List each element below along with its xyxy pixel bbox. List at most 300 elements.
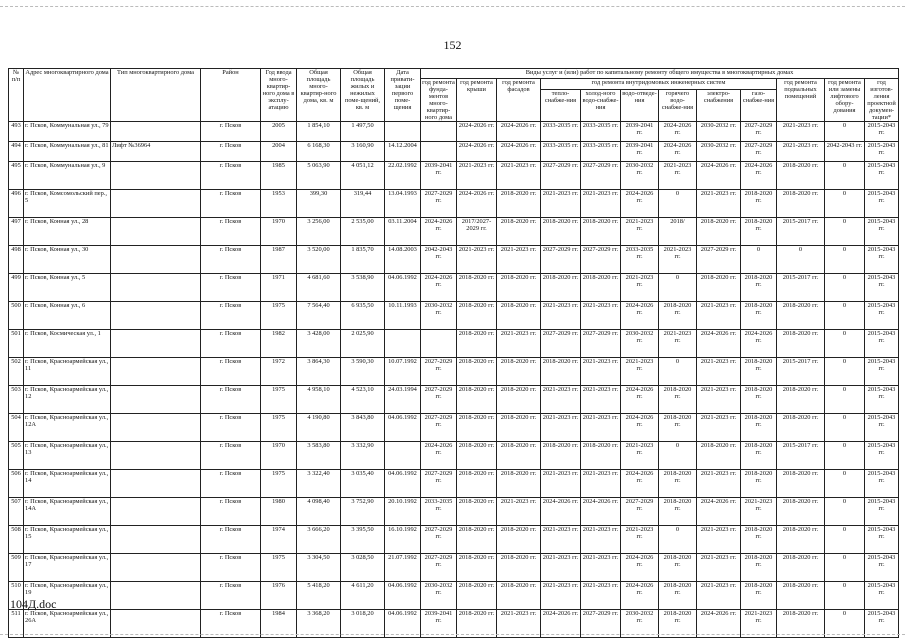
cell-address: г. Псков, Конная ул., 28 [24,218,111,246]
cell-year: 1970 [261,218,297,246]
cell-district: г. Псков [201,190,261,218]
cell-drain: 2039-2041 гг. [621,142,659,162]
cell-base: 2015-2017 гг. [777,358,825,386]
cell-address: г. Псков, Красноармейская ул., 19 [24,582,111,610]
cell-proj: 2015-2043 гг. [865,582,899,610]
table-row [9,246,899,274]
cell-found: 2027-2029 гг. [421,190,457,218]
cell-num: 500 [9,302,24,330]
cell-elec: 2021-2023 гг. [697,582,741,610]
table-row [9,498,899,526]
cell-gas: 2024-2026 гг. [741,162,777,190]
cell-num: 506 [9,470,24,498]
cell-total: 3 583,80 [297,442,341,470]
cell-lift: 0 [825,414,865,442]
cell-facade: 2018-2020 гг. [497,526,541,554]
cell-num: 499 [9,274,24,302]
cell-roof: 2021-2023 гг. [457,162,497,190]
cell-district: г. Псков [201,414,261,442]
footer-filename: 104Д.doc [10,597,57,611]
cell-found: 2024-2026 гг. [421,218,457,246]
cell-year: 1972 [261,358,297,386]
cell-lift: 0 [825,122,865,142]
cell-drain: 2021-2023 гг. [621,526,659,554]
cell-drain: 2024-2026 гг. [621,302,659,330]
cell-gas: 2018-2020 гг. [741,358,777,386]
cell-date [385,330,421,358]
cell-elec: 2021-2023 гг. [697,526,741,554]
cell-cold: 2021-2023 гг. [581,302,621,330]
cell-gas: 2018-2020 гг. [741,218,777,246]
cell-roof: 2024-2026 гг. [457,142,497,162]
cell-hot: 0 [659,526,697,554]
cell-heat: 2021-2023 гг. [541,470,581,498]
cell-cold: 2033-2035 гг. [581,122,621,142]
cell-district: г. Псков [201,526,261,554]
cell-roof: 2024-2026 гг. [457,122,497,142]
cell-district: г. Псков [201,302,261,330]
cell-num: 508 [9,526,24,554]
cell-hot: 2018-2020 гг. [659,470,697,498]
cell-found: 2027-2029 гг. [421,470,457,498]
cell-roof: 2018-2020 гг. [457,442,497,470]
cell-elec: 2021-2023 гг. [697,190,741,218]
cell-year: 1974 [261,526,297,554]
cell-facade: 2018-2020 гг. [497,190,541,218]
cell-total: 3 666,20 [297,526,341,554]
cell-hot: 2018-2020 гг. [659,414,697,442]
cell-proj: 2015-2043 гг. [865,122,899,142]
cell-type [111,274,201,302]
cell-gas: 2018-2020 гг. [741,526,777,554]
cell-elec: 2021-2023 гг. [697,302,741,330]
cell-gas: 2024-2026 гг. [741,330,777,358]
cell-hot: 0 [659,274,697,302]
cell-roof: 2018-2020 гг. [457,554,497,582]
cell-proj: 2015-2043 гг. [865,302,899,330]
cell-total: 4 098,40 [297,498,341,526]
cell-date: 03.11.2004 [385,218,421,246]
cell-elec: 2018-2020 гг. [697,274,741,302]
cell-district: г. Псков [201,218,261,246]
cell-found: 2027-2029 гг. [421,414,457,442]
cell-hot: 2018/ [659,218,697,246]
cell-elec: 2021-2023 гг. [697,470,741,498]
cell-drain: 2024-2026 гг. [621,470,659,498]
cell-address: г. Псков, Красноармейская ул., 12 [24,386,111,414]
cell-year: 1980 [261,498,297,526]
cell-base: 2018-2020 гг. [777,610,825,638]
cell-type [111,122,201,142]
cell-year: 1984 [261,610,297,638]
cell-heat: 2021-2023 гг. [541,554,581,582]
cell-district: г. Псков [201,498,261,526]
cell-lift: 0 [825,386,865,414]
cell-living: 4 523,10 [341,386,385,414]
cell-cold: 2027-2029 гг. [581,162,621,190]
cell-proj: 2015-2043 гг. [865,246,899,274]
cell-base: 2018-2020 гг. [777,386,825,414]
cell-district: г. Псков [201,554,261,582]
cell-hot: 0 [659,190,697,218]
cell-proj: 2015-2043 гг. [865,610,899,638]
col-type: Тип многоквартирного дома [111,69,201,122]
cell-hot: 0 [659,442,697,470]
cell-year: 1975 [261,470,297,498]
cell-total: 3 428,00 [297,330,341,358]
cell-living: 3 018,20 [341,610,385,638]
cell-facade: 2021-2023 гг. [497,610,541,638]
cell-cold: 2021-2023 гг. [581,414,621,442]
cell-gas: 0 [741,246,777,274]
cell-date: 04.06.1992 [385,414,421,442]
cell-heat: 2024-2026 гг. [541,498,581,526]
cell-living: 3 028,50 [341,554,385,582]
cell-cold: 2027-2029 гг. [581,610,621,638]
cell-found: 2030-2032 гг. [421,302,457,330]
cell-lift: 0 [825,526,865,554]
cell-cold: 2027-2029 гг. [581,330,621,358]
cell-type [111,554,201,582]
cell-year: 1976 [261,582,297,610]
cell-proj: 2015-2043 гг. [865,142,899,162]
cell-type [111,358,201,386]
cell-drain: 2024-2026 гг. [621,554,659,582]
cell-facade: 2018-2020 гг. [497,274,541,302]
cell-elec: 2027-2029 гг. [697,246,741,274]
cell-hot: 2018-2020 гг. [659,498,697,526]
cell-date: 14.08.2003 [385,246,421,274]
cell-roof: 2017/2027-2029 гг. [457,218,497,246]
cell-district: г. Псков [201,358,261,386]
cell-heat: 2018-2020 гг. [541,358,581,386]
cell-hot: 2018-2020 гг. [659,554,697,582]
cell-date: 14.12.2004 [385,142,421,162]
cell-facade: 2018-2020 гг. [497,358,541,386]
cell-address: г. Псков, Красноармейская ул., 15 [24,526,111,554]
cell-living: 6 935,50 [341,302,385,330]
cell-heat: 2033-2035 гг. [541,142,581,162]
cell-cold: 2021-2023 гг. [581,358,621,386]
cell-facade: 2018-2020 гг. [497,302,541,330]
cell-cold: 2021-2023 гг. [581,386,621,414]
table-row [9,274,899,302]
cell-type [111,302,201,330]
cell-living: 3 395,50 [341,526,385,554]
col-electric: электро-снабжения [697,90,741,122]
cell-base: 2018-2020 гг. [777,554,825,582]
cell-date [385,122,421,142]
cell-found: 2024-2026 гг. [421,274,457,302]
cell-elec: 2024-2026 гг. [697,498,741,526]
cell-base: 2021-2023 гг. [777,122,825,142]
cell-type: Лифт №36964 [111,142,201,162]
cell-living: 4 051,12 [341,162,385,190]
cell-date: 10.11.1993 [385,302,421,330]
cell-district: г. Псков [201,470,261,498]
cell-lift: 0 [825,162,865,190]
cell-hot: 2024-2026 гг. [659,122,697,142]
cell-found: 2033-2035 гг. [421,498,457,526]
cell-drain: 2039-2041 гг. [621,122,659,142]
cell-roof: 2018-2020 гг. [457,610,497,638]
cell-year: 1975 [261,302,297,330]
cell-address: г. Псков, Красноармейская ул., 26А [24,610,111,638]
cell-facade: 2021-2023 гг. [497,162,541,190]
cell-type [111,526,201,554]
cell-proj: 2015-2043 гг. [865,274,899,302]
cell-type [111,414,201,442]
cell-total: 3 256,00 [297,218,341,246]
table-row [9,142,899,162]
cell-elec: 2021-2023 гг. [697,414,741,442]
cell-gas: 2018-2020 гг. [741,442,777,470]
cell-drain: 2030-2032 гг. [621,162,659,190]
cell-gas: 2018-2020 гг. [741,554,777,582]
cell-gas: 2027-2029 гг. [741,142,777,162]
cell-proj: 2015-2043 гг. [865,190,899,218]
cell-type [111,218,201,246]
page-number: 152 [443,38,462,52]
cell-district: г. Псков [201,246,261,274]
cell-base: 2018-2020 гг. [777,302,825,330]
cell-num: 502 [9,358,24,386]
cell-type [111,442,201,470]
cell-num: 509 [9,554,24,582]
cell-facade: 2018-2020 гг. [497,470,541,498]
cell-found: 2039-2041 гг. [421,610,457,638]
cell-base: 2018-2020 гг. [777,162,825,190]
cell-address: г. Псков, Коммунальная ул., 81 [24,142,111,162]
cell-date: 22.02.1992 [385,162,421,190]
table-row [9,358,899,386]
table-row [9,442,899,470]
cell-found: 2039-2041 гг. [421,162,457,190]
cell-gas: 2018-2020 гг. [741,302,777,330]
cell-heat: 2021-2023 гг. [541,190,581,218]
table-row [9,190,899,218]
cell-address: г. Псков, Коммунальная ул., 9 [24,162,111,190]
cell-base: 2018-2020 гг. [777,498,825,526]
cell-base: 2018-2020 гг. [777,526,825,554]
cell-heat: 2027-2029 гг. [541,246,581,274]
cell-cold: 2033-2035 гг. [581,142,621,162]
cell-lift: 0 [825,358,865,386]
cell-district: г. Псков [201,330,261,358]
cell-date: 16.10.1992 [385,526,421,554]
cell-year: 1982 [261,330,297,358]
cell-district: г. Псков [201,610,261,638]
cell-heat: 2033-2035 гг. [541,122,581,142]
cell-hot: 2018-2020 гг. [659,386,697,414]
cell-found: 2027-2029 гг. [421,554,457,582]
cell-roof: 2021-2023 гг. [457,246,497,274]
cell-num: 494 [9,142,24,162]
cell-num: 504 [9,414,24,442]
cell-year: 2004 [261,142,297,162]
table-row [9,554,899,582]
cell-elec: 2024-2026 гг. [697,610,741,638]
col-living-area: Общая площадь жилых и нежилых поме-щений, кв. м [341,69,385,122]
cell-date: 04.06.1992 [385,610,421,638]
cell-roof: 2018-2020 гг. [457,470,497,498]
cell-drain: 2024-2026 гг. [621,386,659,414]
cell-cold: 2021-2023 гг. [581,582,621,610]
cell-cold: 2018-2020 гг. [581,218,621,246]
table-row [9,162,899,190]
cell-total: 3 864,30 [297,358,341,386]
cell-year: 1975 [261,414,297,442]
cell-living: 3 752,90 [341,498,385,526]
cell-hot: 2024-2026 гг. [659,142,697,162]
cell-elec: 2030-2032 гг. [697,122,741,142]
cell-facade: 2018-2020 гг. [497,414,541,442]
table-row [9,330,899,358]
cell-gas: 2018-2020 гг. [741,386,777,414]
cell-total: 3 322,40 [297,470,341,498]
cell-cold: 2021-2023 гг. [581,554,621,582]
cell-cold: 2024-2026 гг. [581,498,621,526]
cell-total: 3 368,20 [297,610,341,638]
cell-num: 503 [9,386,24,414]
cell-gas: 2018-2020 гг. [741,190,777,218]
cell-found: 2027-2029 гг. [421,358,457,386]
col-address: Адрес многоквартирного дома [24,69,111,122]
cell-living: 3 843,80 [341,414,385,442]
col-district: Район [201,69,261,122]
cell-found [421,330,457,358]
cell-type [111,190,201,218]
col-heat: тепло-снабже-ния [541,90,581,122]
cell-found: 2027-2029 гг. [421,386,457,414]
cell-base: 0 [777,246,825,274]
cell-base: 2018-2020 гг. [777,330,825,358]
cell-address: г. Псков, Конная ул., 30 [24,246,111,274]
cell-lift: 2042-2043 гг. [825,142,865,162]
cell-type [111,470,201,498]
cell-year: 1953 [261,190,297,218]
table-row [9,526,899,554]
cell-drain: 2021-2023 гг. [621,218,659,246]
cell-year: 1971 [261,274,297,302]
table-row [9,386,899,414]
cell-hot: 0 [659,358,697,386]
cell-total: 1 854,10 [297,122,341,142]
cell-cold: 2018-2020 гг. [581,442,621,470]
col-cold-water: холод-ного водо-снабже-ния [581,90,621,122]
table-row [9,218,899,246]
col-group-engineering: год ремонта внутридомовых инженерных систем [541,79,777,90]
cell-heat: 2027-2029 гг. [541,162,581,190]
cell-heat: 2021-2023 гг. [541,526,581,554]
cell-cold: 2021-2023 гг. [581,470,621,498]
cell-date [385,442,421,470]
table-body [9,122,899,638]
cell-drain: 2033-2035 гг. [621,246,659,274]
bottom-edge-rule [0,634,905,635]
cell-hot: 2018-2020 гг. [659,302,697,330]
cell-lift: 0 [825,610,865,638]
cell-roof: 2018-2020 гг. [457,358,497,386]
cell-drain: 2030-2032 гг. [621,610,659,638]
cell-roof: 2018-2020 гг. [457,274,497,302]
cell-district: г. Псков [201,122,261,142]
cell-base: 2018-2020 гг. [777,414,825,442]
cell-facade: 2018-2020 гг. [497,554,541,582]
cell-total: 7 564,40 [297,302,341,330]
cell-heat: 2018-2020 гг. [541,442,581,470]
cell-date: 20.10.1992 [385,498,421,526]
repair-schedule-table [8,68,899,638]
cell-elec: 2021-2023 гг. [697,386,741,414]
cell-district: г. Псков [201,162,261,190]
col-privat-date: Дата привати-зации первого поме-щения [385,69,421,122]
cell-facade: 2018-2020 гг. [497,442,541,470]
cell-proj: 2015-2043 гг. [865,218,899,246]
cell-heat: 2021-2023 гг. [541,414,581,442]
cell-lift: 0 [825,582,865,610]
cell-base: 2018-2020 гг. [777,470,825,498]
cell-facade: 2018-2020 гг. [497,386,541,414]
cell-roof: 2018-2020 гг. [457,330,497,358]
top-edge-rule [0,6,905,7]
cell-living: 3 035,40 [341,470,385,498]
cell-type [111,246,201,274]
cell-address: г. Псков, Красноармейская ул., 13 [24,442,111,470]
cell-district: г. Псков [201,386,261,414]
cell-address: г. Псков, Комсомольский пер., 5 [24,190,111,218]
cell-hot: 2018-2020 гг. [659,610,697,638]
col-group-services: Виды услуг и (или) работ по капитальному ремонту общего имущества в многоквартирных домах [421,69,899,79]
table-row [9,582,899,610]
cell-lift: 0 [825,330,865,358]
cell-num: 501 [9,330,24,358]
cell-address: г. Псков, Красноармейская ул., 12А [24,414,111,442]
cell-living: 3 590,30 [341,358,385,386]
cell-facade: 2021-2023 гг. [497,330,541,358]
cell-facade: 2018-2020 гг. [497,218,541,246]
cell-lift: 0 [825,190,865,218]
cell-proj: 2015-2043 гг. [865,498,899,526]
cell-num: 498 [9,246,24,274]
cell-base: 2015-2017 гг. [777,274,825,302]
cell-proj: 2015-2043 гг. [865,442,899,470]
cell-gas: 2018-2020 гг. [741,470,777,498]
cell-elec: 2018-2020 гг. [697,442,741,470]
cell-lift: 0 [825,246,865,274]
cell-living: 1 835,70 [341,246,385,274]
cell-year: 1987 [261,246,297,274]
cell-facade: 2021-2023 гг. [497,246,541,274]
cell-address: г. Псков, Красноармейская ул., 14 [24,470,111,498]
cell-total: 4 681,60 [297,274,341,302]
cell-roof: 2018-2020 гг. [457,498,497,526]
cell-lift: 0 [825,218,865,246]
cell-gas: 2027-2029 гг. [741,122,777,142]
cell-total: 6 168,30 [297,142,341,162]
cell-lift: 0 [825,554,865,582]
cell-found: 2024-2026 гг. [421,442,457,470]
cell-elec: 2018-2020 гг. [697,218,741,246]
col-basement: год ремонта подвальных помещений [777,79,825,122]
cell-num: 496 [9,190,24,218]
col-roof: год ремонта крыши [457,79,497,122]
cell-proj: 2015-2043 гг. [865,358,899,386]
cell-heat: 2018-2020 гг. [541,218,581,246]
cell-heat: 2021-2023 гг. [541,386,581,414]
cell-year: 1985 [261,162,297,190]
cell-address: г. Псков, Красноармейская ул., 17 [24,554,111,582]
